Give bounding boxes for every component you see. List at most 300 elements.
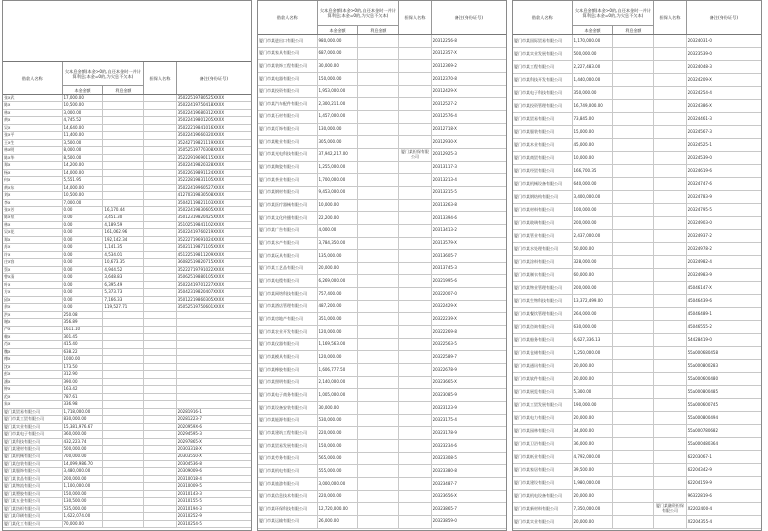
cell-agent bbox=[144, 162, 176, 168]
cell-principal: 150,000.00 bbox=[318, 440, 359, 452]
table-row bbox=[3, 468, 251, 475]
cell-agent bbox=[399, 339, 431, 351]
table-row bbox=[3, 297, 251, 304]
cell-name: 黄x东 bbox=[3, 185, 63, 191]
table-row bbox=[3, 125, 251, 132]
cell-principal: 15,000.00 bbox=[573, 126, 614, 138]
cell-interest bbox=[358, 73, 399, 85]
cell-name: 厦门市某文化传播有限公司 bbox=[258, 212, 318, 224]
cell-name: 彭x bbox=[3, 371, 63, 377]
cell-name: 厦门市某环保科技有限公司 bbox=[258, 503, 318, 515]
table-row bbox=[3, 244, 251, 251]
cell-name: 张x平 bbox=[3, 132, 63, 138]
cell-agent bbox=[654, 295, 686, 307]
cell-principal: 8,500.00 bbox=[63, 155, 104, 161]
cell-name: 厦门市某咨询有限公司 bbox=[513, 321, 573, 333]
cell-name: 朱x bbox=[3, 401, 63, 407]
cell-note: 20310155-5 bbox=[177, 498, 202, 504]
cell-note: 35022419760219XXXX bbox=[177, 229, 225, 235]
cell-agent bbox=[144, 468, 176, 474]
cell-interest bbox=[358, 124, 399, 136]
cell-interest: 192,142.34 bbox=[103, 237, 144, 243]
cell-agent bbox=[399, 516, 431, 528]
cell-note bbox=[177, 312, 251, 318]
cell-name: 厦门市某仓储有限公司 bbox=[513, 347, 573, 359]
table-row bbox=[258, 35, 506, 48]
cell-agent bbox=[144, 386, 176, 392]
cell-agent bbox=[654, 256, 686, 268]
cell-name: 林x明 bbox=[3, 147, 63, 153]
cell-agent bbox=[654, 100, 686, 112]
cell-name: 厦门市某电力有限公司 bbox=[513, 412, 573, 424]
cell-note: 20324031-0 bbox=[687, 37, 712, 43]
cell-agent bbox=[654, 451, 686, 463]
header-amount bbox=[318, 1, 400, 34]
cell-note: 20324525-1 bbox=[687, 141, 712, 147]
cell-note: 20324619-6 bbox=[687, 167, 712, 173]
cell-note: 20324982-4 bbox=[687, 258, 712, 264]
table-row bbox=[513, 87, 761, 100]
table-row bbox=[258, 288, 506, 301]
cell-interest bbox=[613, 438, 654, 450]
cell-agent bbox=[654, 74, 686, 86]
cell-principal: 0.00 bbox=[63, 282, 104, 288]
cell-name: 厦门市某钢结构有限公司 bbox=[513, 191, 573, 203]
table-row bbox=[3, 259, 251, 266]
cell-note: 20323175-4 bbox=[432, 417, 457, 423]
cell-name: 厦门市某实业有限公司 bbox=[513, 516, 573, 528]
cell-name: 厦门市某卫浴有限公司 bbox=[513, 438, 573, 450]
cell-interest bbox=[358, 200, 399, 212]
cell-note: 20312718-X bbox=[432, 126, 457, 132]
cell-agent bbox=[144, 95, 176, 101]
cell-name: 厦门市某石材有限公司 bbox=[258, 111, 318, 123]
cell-name: 厦门市某模具有限公司 bbox=[258, 351, 318, 363]
cell-agent bbox=[144, 132, 176, 138]
cell-interest bbox=[613, 295, 654, 307]
cell-agent bbox=[654, 282, 686, 294]
cell-name: 厦门市某建设有限公司 bbox=[513, 477, 573, 489]
cell-interest bbox=[358, 238, 399, 250]
table-row bbox=[258, 149, 506, 162]
cell-principal: 173.50 bbox=[63, 364, 104, 370]
cell-agent bbox=[654, 204, 686, 216]
table-row bbox=[3, 177, 251, 184]
cell-note bbox=[177, 364, 251, 370]
header-amount-title: 欠本息金额(本金>0的,自还本金时一并计算利息;本金=0的,为欠息不欠本) bbox=[64, 68, 141, 79]
cell-principal: 830,000.00 bbox=[63, 416, 104, 422]
cell-note: 35062519880105XXXX bbox=[177, 274, 225, 280]
cell-principal: 356.89 bbox=[63, 319, 104, 325]
cell-note: 45122519811209XXXX bbox=[177, 251, 225, 257]
cell-name: 厦门市某展览有限公司 bbox=[513, 386, 573, 398]
cell-agent bbox=[399, 98, 431, 110]
cell-principal: 20,000.00 bbox=[573, 412, 614, 424]
cell-principal: 5,300.00 bbox=[573, 386, 614, 398]
table-row bbox=[258, 478, 506, 491]
cell-note: 20324937-2 bbox=[687, 232, 712, 238]
table-row bbox=[3, 416, 251, 423]
cell-interest bbox=[358, 288, 399, 300]
cell-name: 潘x bbox=[3, 379, 63, 385]
cell-name: 肖x bbox=[3, 341, 63, 347]
cell-interest bbox=[358, 478, 399, 490]
table-row bbox=[513, 113, 761, 126]
cell-interest bbox=[358, 389, 399, 401]
cell-note: 20324903-0 bbox=[687, 219, 712, 225]
cell-name: 厦门市某科技开发有限公司 bbox=[513, 74, 573, 86]
cell-note: 20312429-X bbox=[432, 88, 457, 94]
cell-name: 厦门市某广告有限公司 bbox=[258, 225, 318, 237]
cell-agent bbox=[144, 110, 176, 116]
cell-name: 厦门市某进出口有限公司 bbox=[258, 35, 318, 47]
cell-interest bbox=[613, 503, 654, 515]
cell-agent bbox=[144, 297, 176, 303]
cell-agent bbox=[144, 177, 176, 183]
cell-note: X2204355-4 bbox=[687, 518, 713, 524]
cell-principal: 20,000.00 bbox=[573, 490, 614, 502]
cell-interest bbox=[103, 95, 144, 101]
cell-principal: 10,000.00 bbox=[318, 200, 359, 212]
cell-principal: 1,100,000.00 bbox=[63, 483, 104, 489]
cell-note: 20324209-X bbox=[687, 76, 712, 82]
cell-interest: 4,534.01 bbox=[103, 252, 144, 258]
cell-agent bbox=[399, 263, 431, 275]
table-row bbox=[258, 313, 506, 326]
cell-note: 20324978-2 bbox=[687, 245, 712, 251]
cell-agent bbox=[654, 425, 686, 437]
cell-agent bbox=[399, 377, 431, 389]
table-row bbox=[3, 252, 251, 259]
cell-interest bbox=[103, 185, 144, 191]
cell-name: 厦门市某电子有限公司 bbox=[3, 431, 63, 437]
cell-name: 余x bbox=[3, 304, 63, 310]
cell-principal: 50,000.00 bbox=[573, 243, 614, 255]
cell-note: 20323085-9 bbox=[432, 391, 457, 397]
cell-name: 谢x bbox=[3, 319, 63, 325]
table-row bbox=[513, 282, 761, 295]
table-row bbox=[513, 386, 761, 399]
cell-note: 35022519780525XXXX bbox=[177, 95, 225, 100]
cell-agent bbox=[144, 185, 176, 191]
cell-note bbox=[177, 334, 251, 340]
table-row bbox=[3, 513, 251, 520]
cell-agent bbox=[144, 289, 176, 295]
table-row bbox=[258, 263, 506, 276]
table-row bbox=[513, 230, 761, 243]
table-row bbox=[3, 327, 251, 334]
cell-agent bbox=[654, 217, 686, 229]
cell-interest bbox=[103, 379, 144, 385]
cell-principal: 6,269,000.00 bbox=[318, 275, 359, 287]
table-row bbox=[3, 229, 251, 236]
table-row bbox=[513, 503, 761, 516]
cell-name: 厦门市某贸易发展有限公司 bbox=[258, 440, 318, 452]
cell-note: 20323308-5 bbox=[432, 455, 457, 461]
cell-name: 厦门市某工贸有限公司 bbox=[3, 416, 63, 422]
cell-interest bbox=[613, 100, 654, 112]
cell-name: 厦门市某材料有限公司 bbox=[513, 204, 573, 216]
header-interest: 利息金额 bbox=[370, 27, 387, 33]
cell-agent bbox=[654, 438, 686, 450]
table-row bbox=[258, 275, 506, 288]
cell-note: 35022419960527XXXX bbox=[177, 184, 225, 190]
table-row bbox=[513, 100, 761, 113]
cell-principal: 1,005,000.00 bbox=[318, 389, 359, 401]
cell-name: 厦门市某装饰工程有限公司 bbox=[258, 60, 318, 72]
cell-agent bbox=[399, 440, 431, 452]
cell-interest bbox=[358, 313, 399, 325]
cell-agent bbox=[144, 476, 176, 482]
cell-interest bbox=[103, 424, 144, 430]
cell-agent: 厦门某融资担保有限公司 bbox=[654, 503, 686, 515]
cell-name: 厦门市某医疗器械有限公司 bbox=[258, 200, 318, 212]
cell-principal: 0.00 bbox=[63, 259, 104, 265]
cell-interest bbox=[358, 339, 399, 351]
cell-note: 20324567-3 bbox=[687, 128, 712, 134]
cell-name: 厦门市某物业管理有限公司 bbox=[513, 282, 573, 294]
header-interest: 利息金额 bbox=[625, 27, 642, 33]
cell-name: 厦门市某机械设备有限公司 bbox=[513, 178, 573, 190]
cell-note: 96322819-6 bbox=[687, 492, 712, 498]
cell-agent bbox=[144, 200, 176, 206]
cell-interest bbox=[613, 347, 654, 359]
cell-note: 20310252-9 bbox=[177, 513, 202, 519]
cell-name: 庄x容 bbox=[3, 259, 63, 265]
table-row bbox=[3, 207, 251, 214]
cell-principal: 30,000.00 bbox=[318, 60, 359, 72]
cell-agent bbox=[144, 446, 176, 452]
table-row bbox=[513, 165, 761, 178]
cell-name: 厦门某包装有限公司 bbox=[3, 461, 63, 467]
cell-note: 36082519820715XXXX bbox=[177, 259, 225, 265]
cell-principal: 120,000.00 bbox=[318, 351, 359, 363]
cell-name: 方x bbox=[3, 289, 63, 295]
table-row bbox=[3, 439, 251, 446]
cell-agent bbox=[654, 165, 686, 177]
cell-principal: 2,437,000.00 bbox=[573, 230, 614, 242]
cell-interest bbox=[103, 491, 144, 497]
table-row bbox=[513, 347, 761, 360]
cell-agent bbox=[399, 35, 431, 47]
table-row bbox=[3, 282, 251, 289]
cell-note: 35222819831105XXXX bbox=[177, 177, 225, 183]
cell-name: 厦门市某水处理有限公司 bbox=[513, 243, 573, 255]
cell-interest bbox=[103, 192, 144, 198]
table-row bbox=[513, 152, 761, 165]
ledger-page-1 bbox=[2, 0, 252, 531]
cell-note: 20323859-0 bbox=[432, 518, 457, 524]
cell-interest bbox=[613, 152, 654, 164]
cell-interest bbox=[613, 399, 654, 411]
table-row bbox=[3, 222, 251, 229]
cell-agent bbox=[144, 274, 176, 280]
cell-principal: 1,250,000.00 bbox=[573, 347, 614, 359]
cell-principal: 1611.10 bbox=[63, 327, 104, 333]
cell-note: 2020959X-6 bbox=[177, 423, 202, 429]
cell-principal: 980,000.00 bbox=[318, 35, 359, 47]
cell-principal: 39,500.00 bbox=[573, 464, 614, 476]
cell-interest bbox=[103, 356, 144, 362]
cell-name: 厦门市某房地产有限公司 bbox=[258, 313, 318, 325]
cell-principal: 4,000.00 bbox=[318, 225, 359, 237]
cell-agent bbox=[144, 401, 176, 407]
cell-name: 刘x bbox=[3, 192, 63, 198]
cell-name: 厦门市某能源有限公司 bbox=[258, 415, 318, 427]
cell-agent bbox=[144, 356, 176, 362]
cell-interest bbox=[358, 60, 399, 72]
cell-interest bbox=[103, 110, 144, 116]
cell-note: 55a000480364 bbox=[687, 440, 719, 446]
cell-agent bbox=[654, 412, 686, 424]
cell-agent bbox=[144, 483, 176, 489]
table-row bbox=[258, 60, 506, 73]
cell-name: 厦门市某工贸发展有限公司 bbox=[513, 399, 573, 411]
table-row bbox=[3, 483, 251, 490]
table-row bbox=[258, 465, 506, 478]
table-row bbox=[513, 399, 761, 412]
table-row bbox=[513, 61, 761, 74]
cell-agent bbox=[654, 178, 686, 190]
table-row bbox=[513, 373, 761, 386]
cell-principal: 20,000.00 bbox=[573, 373, 614, 385]
cell-principal: 34,000.00 bbox=[573, 425, 614, 437]
table-row bbox=[513, 451, 761, 464]
cell-note: 20323539-0 bbox=[687, 50, 712, 56]
cell-note bbox=[177, 341, 251, 347]
cell-principal: 9,453,000.00 bbox=[318, 187, 359, 199]
cell-interest bbox=[613, 74, 654, 86]
cell-interest bbox=[613, 269, 654, 281]
cell-note: 20312930-X bbox=[432, 138, 457, 144]
cell-note: 35022419830605XXXX bbox=[177, 207, 225, 212]
cell-note: 55a000600480 bbox=[687, 375, 719, 381]
table-row bbox=[513, 269, 761, 282]
cell-note: 20322563-5 bbox=[432, 341, 457, 347]
cell-note: 20313394-6 bbox=[432, 214, 457, 220]
cell-interest bbox=[613, 334, 654, 346]
cell-name: 王x生 bbox=[3, 140, 63, 146]
table-row bbox=[513, 334, 761, 347]
table-row bbox=[513, 35, 761, 48]
table-row bbox=[3, 110, 251, 117]
table-row bbox=[3, 237, 251, 244]
table-row bbox=[3, 200, 251, 207]
cell-principal: 200,000.00 bbox=[573, 282, 614, 294]
cell-note: 35222919690115XXXX bbox=[177, 154, 225, 160]
cell-agent: 厦门某担保有限公司 bbox=[399, 149, 431, 161]
table-row bbox=[3, 364, 251, 371]
cell-name: 厦门市某管业有限公司 bbox=[513, 230, 573, 242]
table-row bbox=[513, 256, 761, 269]
cell-principal: 415.40 bbox=[63, 341, 104, 347]
table-row bbox=[513, 243, 761, 256]
cell-note: 20303550-X bbox=[177, 453, 202, 459]
cell-principal: 1,622,074.00 bbox=[63, 513, 104, 519]
cell-principal: 150,000.00 bbox=[63, 491, 104, 497]
cell-principal: 14,640.00 bbox=[63, 125, 104, 131]
cell-agent bbox=[654, 48, 686, 60]
cell-name: 厦门市某设备安装有限公司 bbox=[258, 402, 318, 414]
cell-principal: 220,000.00 bbox=[318, 427, 359, 439]
cell-name: 厦门市某陶瓷有限公司 bbox=[258, 162, 318, 174]
table-row bbox=[513, 516, 761, 529]
cell-interest bbox=[358, 301, 399, 313]
cell-interest bbox=[613, 321, 654, 333]
cell-name: 厦门市某涂料有限公司 bbox=[513, 256, 573, 268]
table-row bbox=[3, 446, 251, 453]
table-row bbox=[513, 191, 761, 204]
cell-agent bbox=[399, 402, 431, 414]
cell-interest bbox=[613, 282, 654, 294]
cell-agent bbox=[144, 102, 176, 108]
cell-note: 20324747-6 bbox=[687, 180, 712, 186]
table-row bbox=[3, 132, 251, 139]
cell-interest bbox=[613, 126, 654, 138]
cell-principal: 0.00 bbox=[63, 215, 104, 221]
cell-agent bbox=[144, 349, 176, 355]
cell-agent bbox=[654, 191, 686, 203]
cell-interest: 3,648.83 bbox=[103, 274, 144, 280]
cell-interest bbox=[358, 415, 399, 427]
table-row bbox=[3, 274, 251, 281]
cell-note: 41270319830508XXXX bbox=[177, 192, 225, 198]
table-row bbox=[258, 389, 506, 402]
cell-name: 厦门市某纸业有限公司 bbox=[513, 451, 573, 463]
cell-agent bbox=[144, 192, 176, 198]
header-interest: 利息金额 bbox=[115, 87, 132, 93]
cell-note: 35102519841102XXXX bbox=[177, 221, 225, 227]
table-row bbox=[258, 503, 506, 516]
table-row bbox=[3, 155, 251, 162]
cell-note: 20310143-3 bbox=[177, 490, 202, 496]
cell-interest bbox=[103, 177, 144, 183]
cell-agent bbox=[144, 498, 176, 504]
cell-name: 厦门市某电子商务有限公司 bbox=[258, 389, 318, 401]
cell-principal: 3,400,000.00 bbox=[573, 191, 614, 203]
cell-principal: 190,000.00 bbox=[573, 399, 614, 411]
cell-name: 厦门某食品有限公司 bbox=[3, 476, 63, 482]
cell-interest bbox=[613, 464, 654, 476]
cell-agent bbox=[144, 282, 176, 288]
cell-interest: 161,062.96 bbox=[103, 229, 144, 235]
cell-name: 厦门某服饰有限公司 bbox=[3, 468, 63, 474]
cell-note: 20322429-X bbox=[432, 303, 457, 309]
cell-note: 20312527-2 bbox=[432, 100, 457, 106]
table-row bbox=[3, 341, 251, 348]
cell-note: 55a000800283 bbox=[687, 362, 719, 368]
cell-principal: 135,000.00 bbox=[318, 250, 359, 262]
cell-principal: 166,700.35 bbox=[573, 165, 614, 177]
table-row bbox=[513, 204, 761, 217]
cell-interest: 4,189.59 bbox=[103, 222, 144, 228]
cell-name: 厦门市某家居有限公司 bbox=[513, 464, 573, 476]
cell-interest bbox=[358, 503, 399, 515]
table-row bbox=[258, 250, 506, 263]
cell-agent bbox=[399, 503, 431, 515]
cell-interest bbox=[358, 491, 399, 503]
table-row bbox=[258, 326, 506, 339]
cell-interest bbox=[103, 498, 144, 504]
table-header bbox=[513, 1, 761, 35]
cell-agent bbox=[399, 491, 431, 503]
table-row bbox=[513, 321, 761, 334]
table-row bbox=[3, 147, 251, 154]
cell-interest bbox=[613, 204, 654, 216]
cell-agent bbox=[399, 351, 431, 363]
table-row bbox=[258, 516, 506, 529]
cell-principal: 100,000.00 bbox=[573, 204, 614, 216]
